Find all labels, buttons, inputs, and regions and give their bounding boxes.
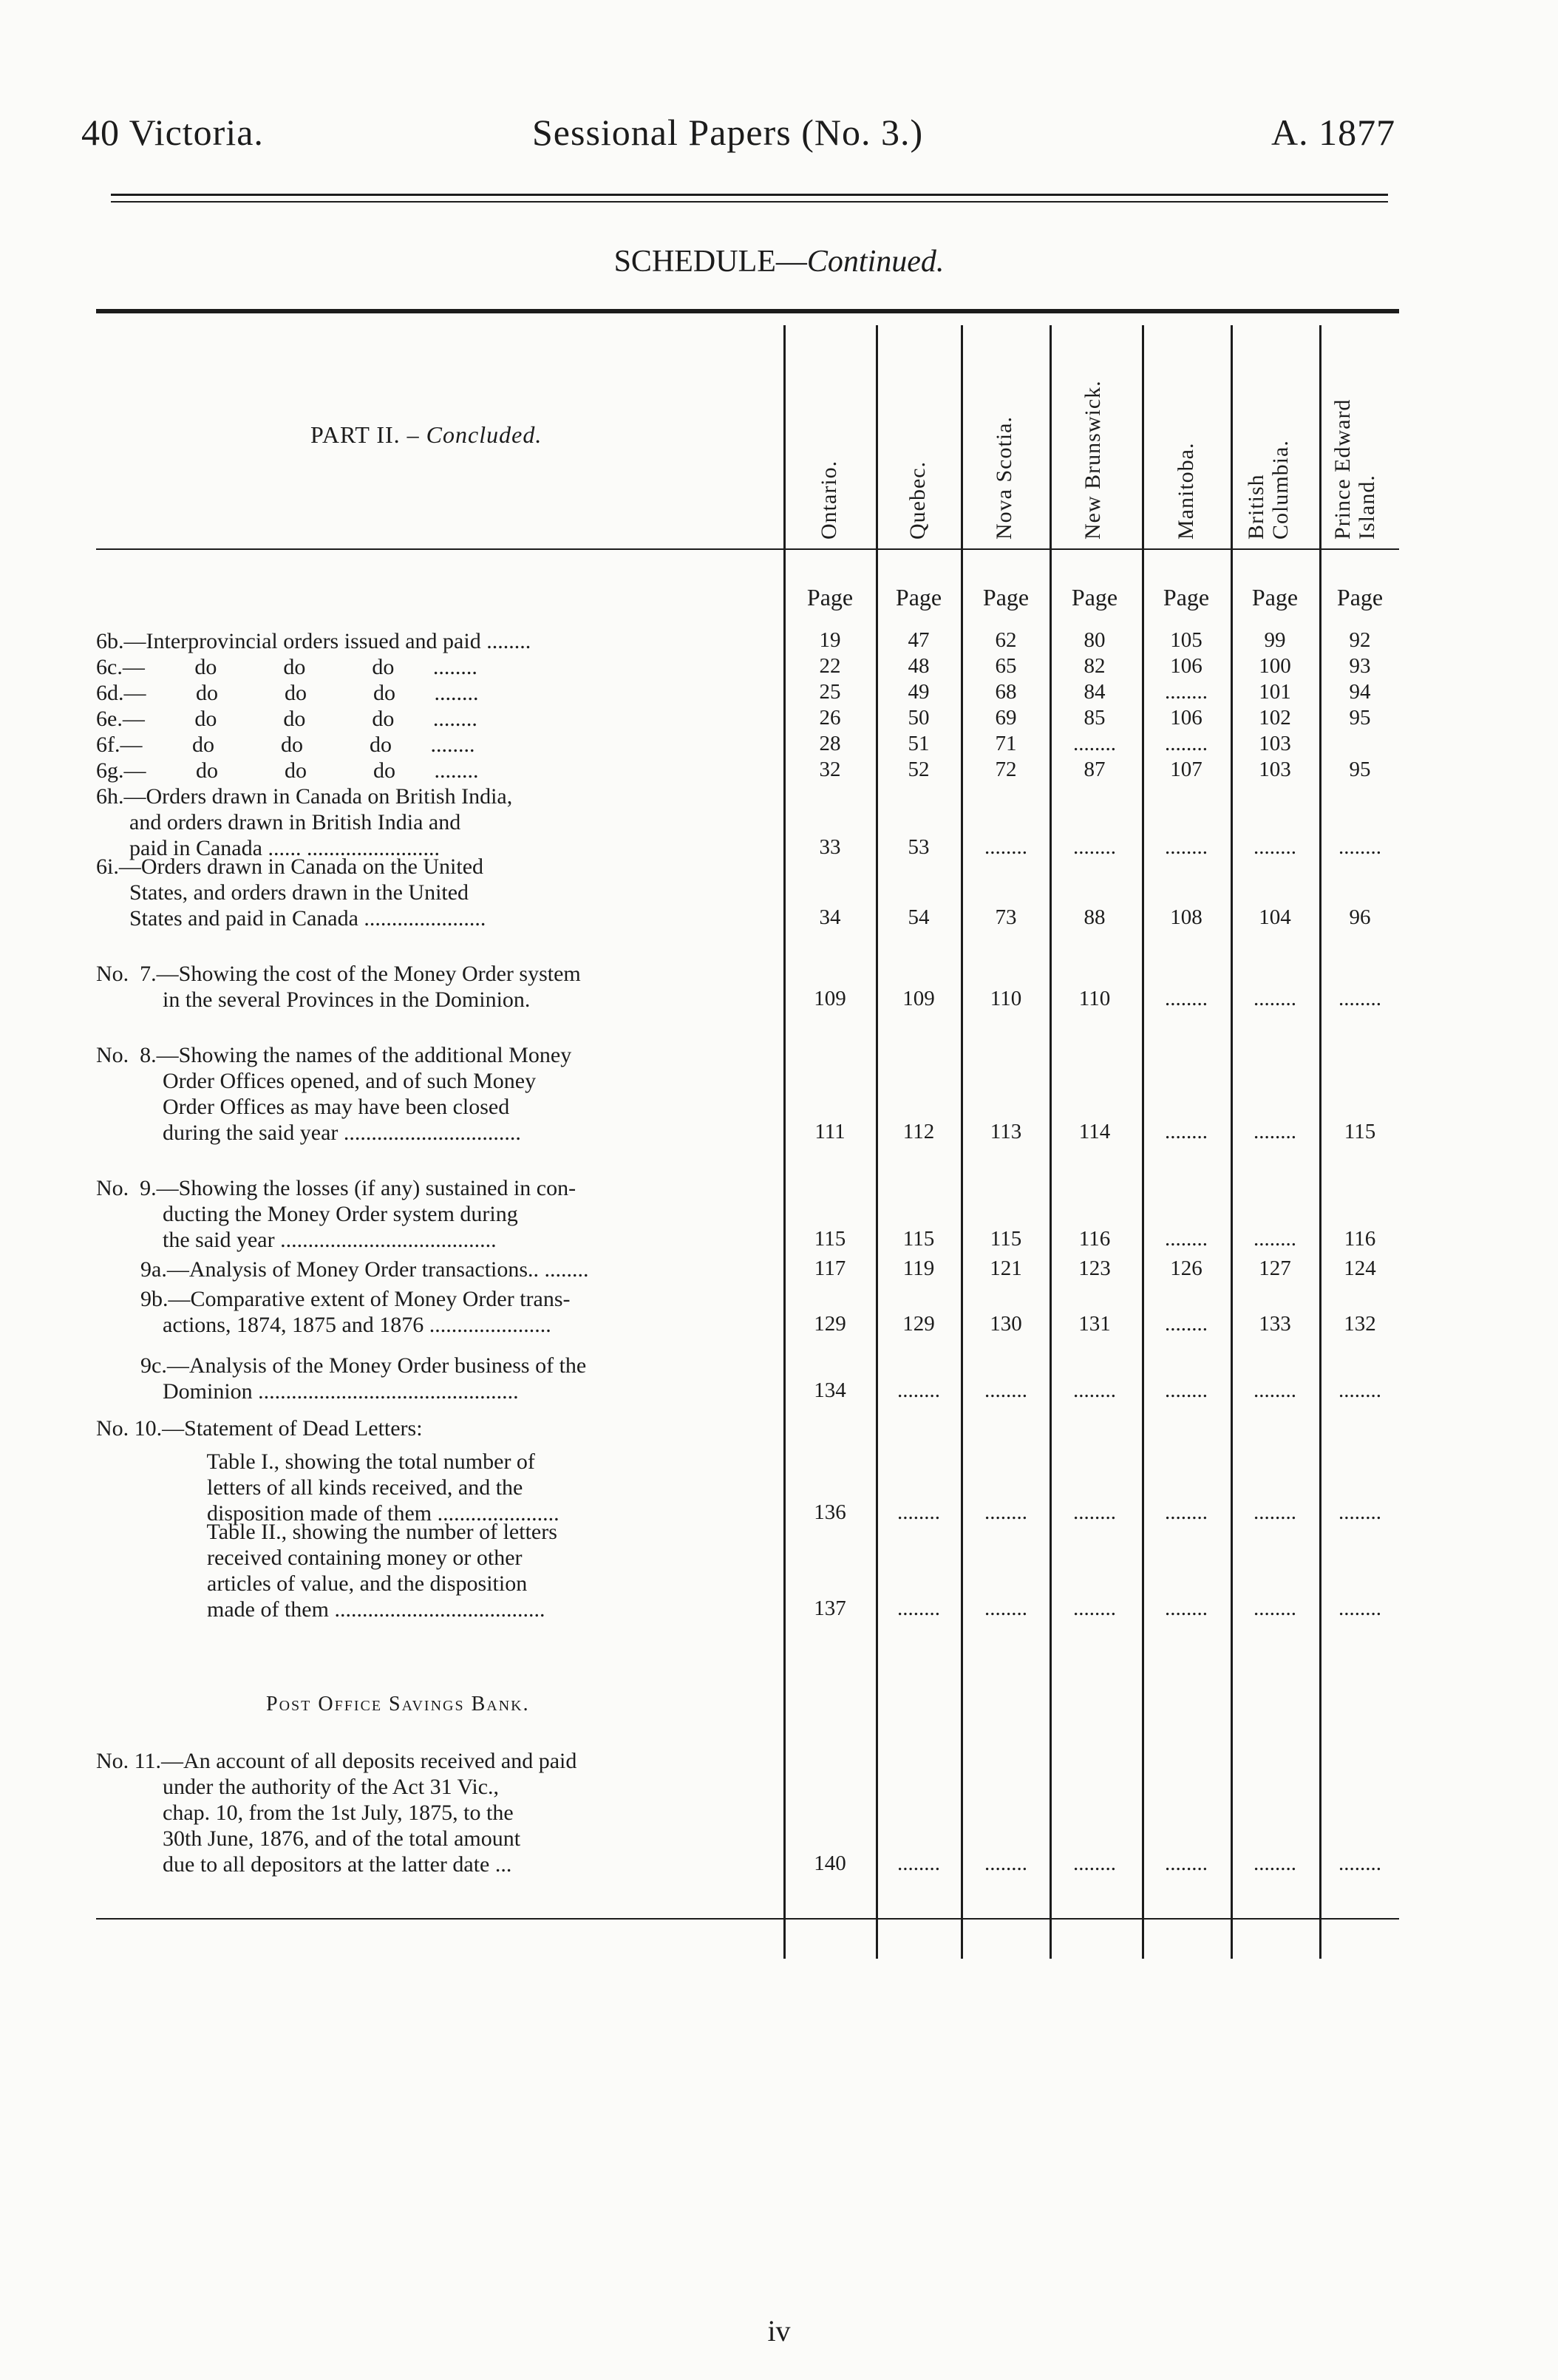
section-label-savings-bank: Post Office Savings Bank. (266, 1693, 530, 1716)
page-ref-cell: 96 (1349, 905, 1371, 929)
row-description-line: 6f.— do do do ........ (96, 732, 475, 757)
page-ref-cell: ........ (897, 1597, 940, 1620)
row-description-line: 9b.—Comparative extent of Money Order trans- (96, 1287, 571, 1311)
schedule-title-main: SCHEDULE— (613, 245, 807, 279)
row-description-line: No. 8.—Showing the names of the additional Money (96, 1043, 572, 1067)
part-title-main: PART II. – (310, 421, 426, 448)
column-header-manitoba: Manitoba. (1174, 442, 1198, 540)
page-ref-cell: 127 (1259, 1257, 1291, 1280)
page-ref-cell: 84 (1084, 680, 1106, 704)
page-ref-cell: 106 (1170, 706, 1202, 730)
running-header-left: 40 Victoria. (81, 112, 264, 153)
page-ref-cell: 65 (995, 654, 1017, 678)
page-ref-cell: 93 (1349, 654, 1371, 678)
row-description-line: articles of value, and the disposition (96, 1571, 528, 1596)
page-ref-cell: ........ (1338, 1597, 1381, 1620)
page-ref-cell: ........ (1073, 1500, 1116, 1524)
page-ref-cell: 106 (1170, 654, 1202, 678)
page-ref-cell: 115 (1344, 1120, 1376, 1143)
page-ref-cell: 99 (1264, 628, 1286, 652)
page-ref-cell: ........ (984, 1378, 1027, 1402)
row-description-line: actions, 1874, 1875 and 1876 ...................... (96, 1313, 551, 1337)
page-ref-cell: ........ (1338, 1852, 1381, 1875)
row-description-line: Order Offices as may have been closed (96, 1095, 510, 1119)
row-description-line: in the several Provinces in the Dominion. (96, 987, 531, 1012)
page-ref-cell: 110 (990, 987, 1022, 1010)
page-ref-cell: ........ (1165, 1378, 1208, 1402)
header-rule-bottom (111, 201, 1388, 203)
column-header-nova-scotia: Nova Scotia. (992, 416, 1016, 540)
page-ref-cell: 34 (819, 905, 841, 929)
page-ref-cell: 80 (1084, 628, 1106, 652)
page-ref-cell: ........ (1165, 1500, 1208, 1524)
row-description-line: 30th June, 1876, and of the total amount (96, 1826, 521, 1851)
page-ref-cell: 103 (1259, 732, 1291, 755)
page-ref-cell: ........ (1338, 835, 1381, 859)
page-ref-cell: 95 (1349, 758, 1371, 781)
page-ref-cell: 132 (1344, 1312, 1376, 1336)
page-ref-cell: ........ (984, 1500, 1027, 1524)
page-ref-cell: 130 (990, 1312, 1022, 1336)
page-ref-cell: ........ (1165, 1227, 1208, 1251)
page-label: Page (1071, 584, 1118, 611)
page-ref-cell: 82 (1084, 654, 1106, 678)
page-label: Page (982, 584, 1030, 611)
page-ref-cell: ........ (1073, 1597, 1116, 1620)
page-ref-cell: 131 (1078, 1312, 1111, 1336)
page-ref-cell: 19 (819, 628, 841, 652)
page-ref-cell: ........ (1253, 1852, 1296, 1875)
page-ref-cell: 33 (819, 835, 841, 859)
page-ref-cell: ........ (1073, 1852, 1116, 1875)
page-ref-cell: 114 (1078, 1120, 1111, 1143)
page-ref-cell: ........ (897, 1852, 940, 1875)
page-ref-cell: 49 (908, 680, 930, 704)
page-ref-cell: 26 (819, 706, 841, 730)
page-label: Page (1163, 584, 1210, 611)
row-description-line: 6i.—Orders drawn in Canada on the United (96, 854, 484, 879)
column-header-british-columbia: British Columbia. (1244, 440, 1293, 540)
page-ref-cell: 22 (819, 654, 841, 678)
part-title-italic: Concluded. (426, 421, 542, 448)
page-ref-cell: 109 (814, 987, 846, 1010)
row-description-line: 6c.— do do do ........ (96, 655, 477, 679)
page-ref-cell: 117 (814, 1257, 846, 1280)
column-divider (1142, 325, 1144, 1959)
page-ref-cell: 115 (990, 1227, 1022, 1251)
page-ref-cell: ........ (1165, 1597, 1208, 1620)
page-ref-cell: 129 (902, 1312, 935, 1336)
page-ref-cell: ........ (1253, 1227, 1296, 1251)
row-description-line: chap. 10, from the 1st July, 1875, to the (96, 1801, 514, 1825)
page-ref-cell: ........ (1253, 1120, 1296, 1143)
page-ref-cell: 32 (819, 758, 841, 781)
page-ref-cell: ........ (897, 1500, 940, 1524)
page-ref-cell: 126 (1170, 1257, 1202, 1280)
row-description-line: 9a.—Analysis of Money Order transactions.. ........ (96, 1257, 589, 1282)
row-description-line: made of them ...................................... (96, 1597, 545, 1622)
page-ref-cell: ........ (1073, 1378, 1116, 1402)
page-ref-cell: ........ (984, 835, 1027, 859)
page-ref-cell: 50 (908, 706, 930, 730)
page-ref-cell: 129 (814, 1312, 846, 1336)
column-divider (1231, 325, 1233, 1959)
column-header-new-brunswick: New Brunswick. (1081, 380, 1105, 540)
row-description-line: during the said year ................................ (96, 1121, 521, 1145)
row-description-line: No. 10.—Statement of Dead Letters: (96, 1416, 423, 1441)
row-description-line: due to all depositors at the latter date ... (96, 1852, 512, 1877)
page-ref-cell: 136 (814, 1500, 846, 1524)
page-ref-cell: ........ (984, 1852, 1027, 1875)
page-ref-cell: 53 (908, 835, 930, 859)
page-ref-cell: 133 (1259, 1312, 1291, 1336)
page-ref-cell: ........ (1253, 1597, 1296, 1620)
page-ref-cell: 116 (1344, 1227, 1376, 1251)
header-rule-top (111, 194, 1388, 196)
page-ref-cell: 100 (1259, 654, 1291, 678)
page-ref-cell: 109 (902, 987, 935, 1010)
page-ref-cell: ........ (1253, 835, 1296, 859)
page-ref-cell: ........ (1338, 987, 1381, 1010)
column-header-ontario: Ontario. (817, 460, 841, 540)
page-ref-cell: 28 (819, 732, 841, 755)
row-description-line: letters of all kinds received, and the (96, 1475, 523, 1500)
row-description-line: received containing money or other (96, 1546, 523, 1570)
row-description-line: No. 7.—Showing the cost of the Money Order system (96, 962, 581, 986)
page-number: iv (767, 2314, 791, 2347)
page-ref-cell: ........ (897, 1378, 940, 1402)
page-ref-cell: 115 (814, 1227, 846, 1251)
page-ref-cell: ........ (1165, 732, 1208, 755)
page-ref-cell: 51 (908, 732, 930, 755)
row-description-line: Table II., showing the number of letters (96, 1520, 557, 1544)
page-ref-cell: 113 (990, 1120, 1022, 1143)
page-ref-cell: 92 (1349, 628, 1371, 652)
page-ref-cell: 88 (1084, 905, 1106, 929)
part-title (310, 421, 542, 449)
page-ref-cell: ........ (1165, 1120, 1208, 1143)
page-ref-cell: 111 (814, 1120, 846, 1143)
page-ref-cell: 71 (995, 732, 1017, 755)
page-ref-cell: 54 (908, 905, 930, 929)
page-ref-cell: 140 (814, 1852, 846, 1875)
row-description-line: the said year ....................................... (96, 1228, 497, 1252)
row-description-line: 6b.—Interprovincial orders issued and paid ........ (96, 629, 531, 653)
page-ref-cell: ........ (984, 1597, 1027, 1620)
row-description-line: 9c.—Analysis of the Money Order business of the (96, 1353, 587, 1378)
page-ref-cell: 112 (902, 1120, 935, 1143)
row-description-line: ducting the Money Order system during (96, 1202, 518, 1226)
row-description-line: under the authority of the Act 31 Vic., (96, 1775, 500, 1799)
column-header-prince-edward-island: Prince Edward Island. (1330, 398, 1379, 540)
page-ref-cell: 25 (819, 680, 841, 704)
page-ref-cell: 110 (1078, 987, 1111, 1010)
column-divider (783, 325, 786, 1959)
column-header-quebec: Quebec. (905, 460, 930, 540)
page-label: Page (1336, 584, 1384, 611)
page-ref-cell: 134 (814, 1378, 846, 1402)
row-description-line: States, and orders drawn in the United (96, 880, 469, 905)
page-ref-cell: 73 (995, 905, 1017, 929)
column-header-rule (96, 548, 1399, 550)
row-description-line: disposition made of them ...................... (96, 1501, 559, 1526)
page-ref-cell: 101 (1259, 680, 1291, 704)
running-header-center: Sessional Papers (No. 3.) (532, 112, 924, 153)
page-ref-cell: ........ (1253, 1378, 1296, 1402)
page-ref-cell: 116 (1078, 1227, 1111, 1251)
page-ref-cell: ........ (1073, 732, 1116, 755)
row-description-line: Table I., showing the total number of (96, 1449, 535, 1474)
page-ref-cell: ........ (1073, 835, 1116, 859)
column-divider (1050, 325, 1052, 1959)
page-ref-cell: 108 (1170, 905, 1202, 929)
schedule-title (0, 244, 1558, 279)
schedule-title-italic: Continued. (806, 245, 945, 279)
page-ref-cell: ........ (1338, 1378, 1381, 1402)
page-ref-cell: 104 (1259, 905, 1291, 929)
row-description-line: and orders drawn in British India and (96, 810, 461, 834)
page-ref-cell: 137 (814, 1597, 846, 1620)
page-ref-cell: 69 (995, 706, 1017, 730)
page-ref-cell: 105 (1170, 628, 1202, 652)
page-ref-cell: ........ (1165, 987, 1208, 1010)
row-description-line: paid in Canada ...... ........................ (96, 836, 440, 860)
row-description-line: 6e.— do do do ........ (96, 707, 477, 731)
page-ref-cell: ........ (1338, 1500, 1381, 1524)
row-description-line: States and paid in Canada ...................... (96, 906, 486, 931)
page-ref-cell: ........ (1165, 1852, 1208, 1875)
page-ref-cell: 48 (908, 654, 930, 678)
page-ref-cell: 119 (902, 1257, 935, 1280)
running-header-right: A. 1877 (1271, 112, 1396, 153)
page-ref-cell: ........ (1253, 1500, 1296, 1524)
page-ref-cell: 68 (995, 680, 1017, 704)
page-ref-cell: 52 (908, 758, 930, 781)
page-ref-cell: 85 (1084, 706, 1106, 730)
row-description-line: No. 9.—Showing the losses (if any) sustained in con- (96, 1176, 576, 1200)
column-divider (961, 325, 963, 1959)
page-ref-cell: 47 (908, 628, 930, 652)
page-ref-cell: 102 (1259, 706, 1291, 730)
page-ref-cell: ........ (1165, 835, 1208, 859)
page-ref-cell: ........ (1165, 1312, 1208, 1336)
page-label: Page (806, 584, 854, 611)
row-description-line: Dominion ............................................... (96, 1379, 519, 1404)
page-ref-cell: 121 (990, 1257, 1022, 1280)
page-ref-cell: 103 (1259, 758, 1291, 781)
row-description-line: Order Offices opened, and of such Money (96, 1069, 537, 1093)
page-ref-cell: 123 (1078, 1257, 1111, 1280)
page-label: Page (895, 584, 942, 611)
row-description-line: 6d.— do do do ........ (96, 681, 479, 705)
page-ref-cell: 62 (995, 628, 1017, 652)
page-label: Page (1251, 584, 1299, 611)
page-ref-cell: 107 (1170, 758, 1202, 781)
page-ref-cell: 94 (1349, 680, 1371, 704)
page-ref-cell: 87 (1084, 758, 1106, 781)
table-top-rule (96, 309, 1399, 313)
page-ref-cell: ........ (1253, 987, 1296, 1010)
row-description-line: 6g.— do do do ........ (96, 758, 479, 783)
page-ref-cell: 115 (902, 1227, 935, 1251)
page-ref-cell: 95 (1349, 706, 1371, 730)
page-ref-cell: ........ (1165, 680, 1208, 704)
page-ref-cell: 72 (995, 758, 1017, 781)
row-description-line: 6h.—Orders drawn in Canada on British India, (96, 784, 513, 809)
row-description-line: No. 11.—An account of all deposits received and paid (96, 1749, 577, 1773)
table-bottom-rule (96, 1918, 1399, 1920)
page-ref-cell: 124 (1344, 1257, 1376, 1280)
